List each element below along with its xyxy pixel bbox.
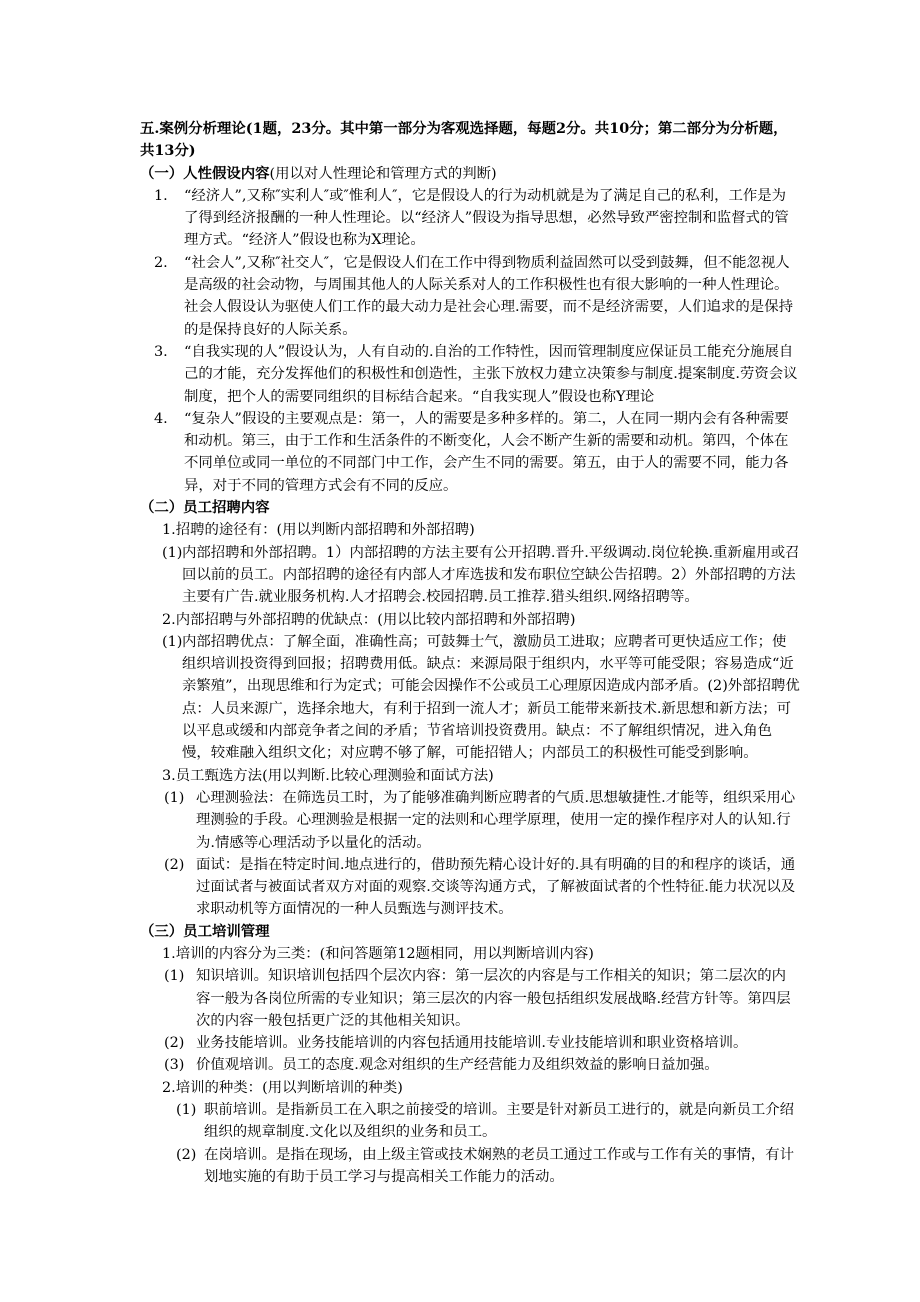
subheading: 1.培训的内容分为三类：(和问答题第12题相同，用以判断培训内容) (162, 945, 594, 962)
item-text: 职前培训。是指新员工在入职之前接受的培训。主要是针对新员工进行的，就是向新员工介绍组织的规章制度.文化以及组织的业务和员工。 (204, 1102, 795, 1141)
item-text: “社会人”,又称″社交人″，它是假设人们在工作中得到物质利益固然可以受到鼓舞，但不能忽视人是高级的社会动物，与周围其他人的人际关系对人的工作积极性也有很大影响的一种人性理论。社会人假设认为驱使人们工作的最大动力是社会心理.需要，而不是经济需要，人们追求的是保持的是保持良好的人际关系。 (184, 254, 793, 338)
item-number: (1) (176, 1102, 197, 1119)
item-text: 业务技能培训。业务技能培训的内容包括通用技能培训.专业技能培训和职业资格培训。 (196, 1035, 748, 1052)
list-item (140, 252, 800, 341)
list-item (140, 542, 800, 609)
item-text: 内部招聘和外部招聘。1）内部招聘的方法主要有公开招聘.晋升.平级调动.岗位轮换.重新雇用或召回以前的员工。内部招聘的途径有内部人才库选拔和发布职位空缺公告招聘。2）外部招聘的方法主要有广告.就业服务机构.人才招聘会.校园招聘.员工推荐.猎头组织.网络招聘等。 (182, 544, 800, 606)
list-item (140, 787, 800, 854)
subheading: 3.员工甄选方法(用以判断.比较心理测验和面试方法) (162, 767, 494, 784)
list-item (140, 965, 800, 1032)
list-item (140, 1099, 800, 1144)
heading-note: (用以对人性理论和管理方式的判断) (269, 165, 497, 182)
list-item (140, 408, 800, 497)
item-text: 在岗培训。是指在现场，由上级主管或技术娴熟的老员工通过工作或与工作有关的事情，有计划地实施的有助于员工学习与提高相关工作能力的活动。 (204, 1146, 795, 1185)
section-heading-3 (140, 921, 800, 943)
item-text: “经济人”,又称″实利人″或″惟利人″，它是假设人的行为动机就是为了满足自己的私利，工作是为了得到经济报酬的一种人性理论。以“经济人”假设为指导思想，必然导致严密控制和监督式的管理方式。“经济人”假设也称为X理论。 (184, 187, 789, 249)
document-page (140, 118, 800, 1188)
list-item (140, 854, 800, 921)
item-number: (2) (164, 856, 185, 873)
list-item (140, 1144, 800, 1189)
section-heading-2 (140, 497, 800, 519)
list-item (140, 631, 800, 765)
list-item (140, 1032, 800, 1054)
item-number: 2. (154, 254, 168, 271)
section-title: 五.案例分析理论(1题，23分。其中第一部分为客观选择题，每题2分。共10分；第二部分为分析题，共13分) (140, 120, 788, 160)
item-number: (1) (162, 633, 183, 650)
heading-text: （二）员工招聘内容 (140, 499, 270, 517)
item-number: 3. (154, 343, 168, 360)
item-text: 内部招聘优点：了解全面，准确性高；可鼓舞士气，激励员工进取；应聘者可更快适应工作；使组织培训投资得到回报；招聘费用低。缺点：来源局限于组织内，水平等可能受限；容易造成“近亲繁殖”，出现思维和行为定式；可能会因操作不公或员工心理原因造成内部矛盾。(2)外部招聘优点：人员来源广，选择余地大，有利于招到一流人才；新员工能带来新技术.新思想和新方法；可以平息或缓和内部竞争者之间的矛盾；节省培训投资费用。缺点：不了解组织情况，进入角色慢，较难融入组织文化；对应聘不够了解，可能招错人；内部员工的积极性可能受到影响。 (182, 633, 800, 762)
item-number: 1. (154, 187, 168, 204)
section-heading-1 (140, 163, 800, 185)
subheading: 2.培训的种类：(用以判断培训的种类) (162, 1079, 403, 1096)
item-text: “自我实现的人”假设认为，人有自动的.自治的工作特性，因而管理制度应保证员工能充分施展自己的才能，充分发挥他们的积极性和创造性，主张下放权力建立决策参与制度.提案制度.劳资会议制度，把个人的需要同组织的目标结合起来。“自我实现人”假设也称Y理论 (184, 343, 798, 405)
item-text: 价值观培训。员工的态度.观念对组织的生产经营能力及组织效益的影响日益加强。 (196, 1057, 719, 1074)
subheading: 1.招聘的途径有：(用以判断内部招聘和外部招聘) (162, 522, 475, 539)
list-item (140, 185, 800, 252)
heading-text: （三）员工培训管理 (140, 922, 270, 940)
list-item (140, 341, 800, 408)
item-text: 面试：是指在特定时间.地点进行的，借助预先精心设计好的.具有明确的目的和程序的谈话，通过面试者与被面试者双方对面的观察.交谈等沟通方式，了解被面试者的个性特征.能力状况以及求职动机等方面情况的一种人员甄选与测评技术。 (196, 856, 796, 918)
item-number: (1) (164, 789, 185, 806)
item-text: 知识培训。知识培训包括四个层次内容：第一层次的内容是与工作相关的知识；第二层次的内容一般为各岗位所需的专业知识；第三层次的内容一般包括组织发展战略.经营方针等。第四层次的内容一般包括更广泛的其他相关知识。 (196, 968, 791, 1029)
subheading: 2.内部招聘与外部招聘的优缺点：(用以比较内部招聘和外部招聘) (162, 611, 576, 628)
list-item (140, 1054, 800, 1076)
item-number: (1) (164, 968, 185, 985)
item-text: 心理测验法：在筛选员工时，为了能够准确判断应聘者的气质.思想敏捷性.才能等，组织采用心理测验的手段。心理测验是根据一定的法则和心理学原理，使用一定的操作程序对人的认知.行为.情感等心理活动予以量化的活动。 (196, 789, 796, 851)
item-number: (2) (176, 1146, 197, 1163)
item-number: 4. (154, 410, 168, 427)
item-number: (3) (164, 1057, 185, 1074)
item-text: “复杂人”假设的主要观点是：第一，人的需要是多种多样的。第二，人在同一期内会有各种需要和动机。第三，由于工作和生活条件的不断变化，人会不断产生新的需要和动机。第四，个体在不同单位或同一单位的不同部门中工作，会产生不同的需要。第五，由于人的需要不同，能力各异，对于不同的管理方式会有不同的反应。 (184, 410, 789, 494)
item-number: (2) (164, 1035, 185, 1052)
heading-text: （一）人性假设内容 (140, 164, 270, 182)
item-number: (1) (162, 544, 183, 561)
